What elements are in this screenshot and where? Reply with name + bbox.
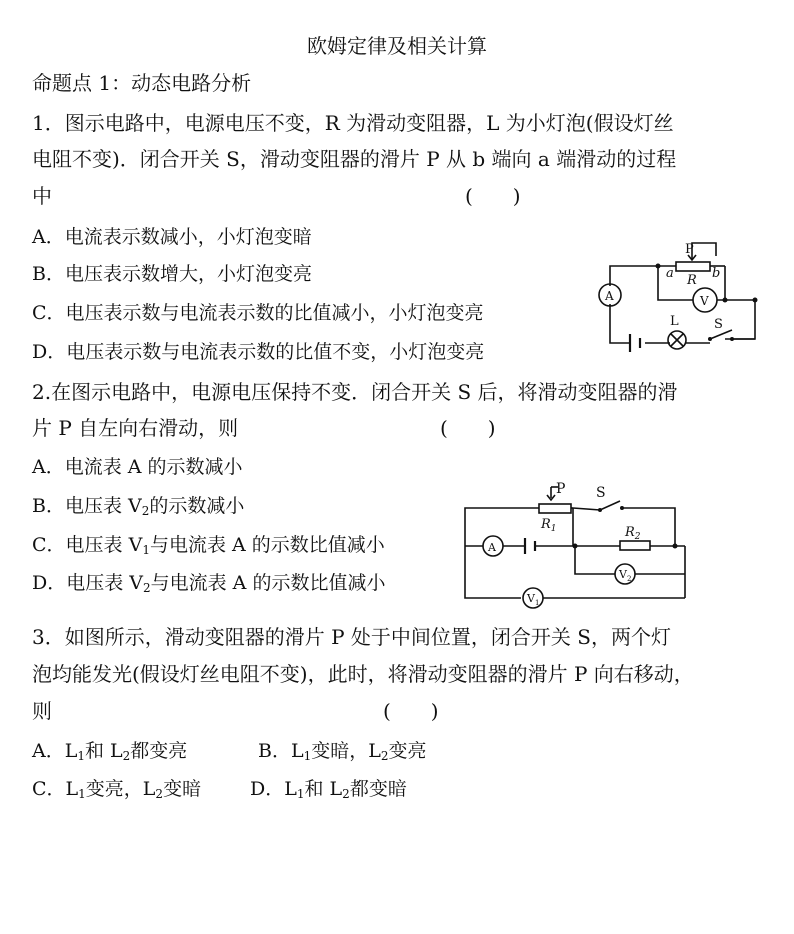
- q1-voltmeter-symbol: V: [700, 294, 709, 308]
- q1-option-d[interactable]: D．电压表示数与电流表示数的比值不变，小灯泡变亮: [32, 341, 485, 363]
- q1-ammeter-symbol: A: [605, 289, 614, 303]
- q1-label-l: L: [670, 314, 679, 329]
- q1-label-p: P: [685, 242, 694, 257]
- q3-option-b[interactable]: B．$L_1$变暗，$L_2$变亮: [258, 740, 427, 763]
- q1-option-b[interactable]: B．电压表示数增大，小灯泡变亮: [32, 263, 312, 285]
- q3-option-a[interactable]: A．$L_1$和 $L_2$都变亮: [32, 740, 188, 763]
- q2-option-c[interactable]: C．电压表 $V_1$与电流表 A 的示数比值减小: [32, 534, 385, 557]
- q1-answer-paren: ( ): [465, 184, 521, 208]
- q2-ammeter-symbol: A: [488, 541, 496, 554]
- q1-line1: 1．图示电路中，电源电压不变，R 为滑动变阻器，L 为小灯泡(假设灯丝: [32, 111, 674, 135]
- q1-label-r: R: [687, 273, 697, 288]
- q3-line3: 则: [32, 699, 52, 723]
- q2-label-p: P: [556, 481, 566, 497]
- q2-answer-paren: ( ): [440, 416, 496, 440]
- q2-line2: 片 P 自左向右滑动，则: [32, 416, 239, 440]
- section-heading: 命题点 1：动态电路分析: [32, 71, 252, 95]
- q1-line2: 电阻不变)．闭合开关 S，滑动变阻器的滑片 P 从 b 端向 a 端滑动的过程: [32, 147, 677, 171]
- q1-label-b: b: [712, 266, 721, 281]
- q1-option-c[interactable]: C．电压表示数与电流表示数的比值减小，小灯泡变亮: [32, 302, 484, 324]
- q3-line1: 3．如图所示，滑动变阻器的滑片 P 处于中间位置，闭合开关 S，两个灯: [32, 625, 671, 649]
- page-title: 欧姆定律及相关计算: [307, 34, 487, 58]
- q3-option-c[interactable]: C．$L_1$变亮，$L_2$变暗: [32, 778, 202, 801]
- q3-line2: 泡均能发光(假设灯丝电阻不变)，此时，将滑动变阻器的滑片 P 向右移动，: [32, 662, 694, 686]
- q1-line3: 中: [32, 184, 52, 208]
- q1-option-a[interactable]: A．电流表示数减小，小灯泡变暗: [32, 226, 312, 248]
- q2-v1-symbol: $V_1$: [527, 592, 540, 607]
- q1-label-a: a: [666, 266, 674, 281]
- q2-option-b[interactable]: B．电压表 $V_2$的示数减小: [32, 495, 245, 518]
- q2-option-d[interactable]: D．电压表 $V_2$与电流表 A 的示数比值减小: [32, 572, 386, 595]
- q3-answer-paren: ( ): [383, 699, 439, 723]
- q3-option-d[interactable]: D．$L_1$和 $L_2$都变暗: [250, 778, 407, 801]
- q2-label-r2: $R_2$: [625, 525, 641, 542]
- q1-circuit-diagram: [590, 238, 770, 360]
- q2-option-a[interactable]: A．电流表 A 的示数减小: [32, 456, 243, 478]
- q1-label-s: S: [714, 317, 723, 332]
- q2-line1: 2.在图示电路中，电源电压保持不变．闭合开关 S 后，将滑动变阻器的滑: [32, 380, 678, 404]
- q2-label-s: S: [596, 485, 606, 501]
- q2-v2-symbol: $V_2$: [619, 568, 632, 583]
- q2-circuit-diagram: [455, 476, 695, 612]
- q2-label-r1: $R_1$: [541, 517, 557, 534]
